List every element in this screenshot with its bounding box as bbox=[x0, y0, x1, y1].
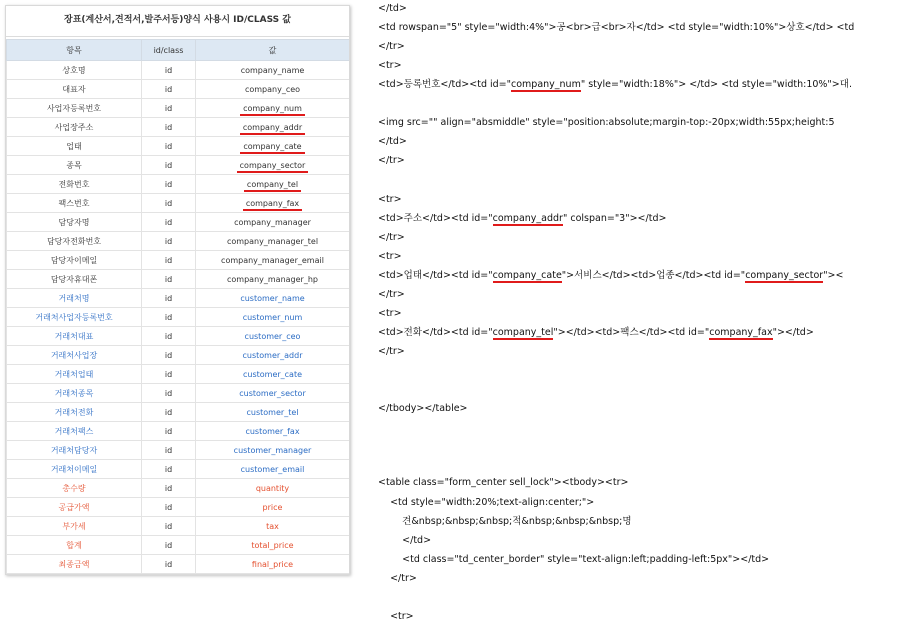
row-type: id bbox=[142, 517, 196, 536]
code-text: <td class="td_center_border" style="text-align:left;padding-left:5px"></td> bbox=[378, 554, 770, 565]
code-text: "></td><td>팩스</td><td id=" bbox=[553, 327, 710, 338]
row-type: id bbox=[142, 118, 196, 137]
code-line bbox=[378, 40, 405, 54]
row-value-cell bbox=[196, 251, 350, 270]
code-line bbox=[378, 231, 405, 245]
row-label: 거래처담당자 bbox=[7, 441, 142, 460]
header-id-class: id/class bbox=[142, 40, 196, 61]
row-value: price bbox=[262, 502, 283, 512]
row-type: id bbox=[142, 365, 196, 384]
row-type: id bbox=[142, 308, 196, 327]
row-value: company_name bbox=[240, 65, 305, 75]
row-label: 총수량 bbox=[7, 479, 142, 498]
table-row bbox=[7, 498, 350, 517]
row-type: id bbox=[142, 251, 196, 270]
table-row bbox=[7, 80, 350, 99]
code-line bbox=[378, 212, 666, 226]
table-row bbox=[7, 289, 350, 308]
code-line bbox=[378, 326, 814, 340]
row-type: id bbox=[142, 175, 196, 194]
row-value: customer_email bbox=[240, 464, 305, 474]
row-type: id bbox=[142, 270, 196, 289]
row-type: id bbox=[142, 232, 196, 251]
code-text: <tr> bbox=[378, 611, 414, 622]
row-value-cell bbox=[196, 498, 350, 517]
row-label: 공급가액 bbox=[7, 498, 142, 517]
row-value: total_price bbox=[251, 540, 294, 550]
row-value-cell bbox=[196, 422, 350, 441]
code-text: <td style="width:20%;text-align:center;"> bbox=[378, 497, 595, 508]
row-value-cell bbox=[196, 555, 350, 574]
code-line bbox=[378, 515, 632, 529]
highlighted-id: company_fax bbox=[709, 327, 773, 338]
table-row bbox=[7, 517, 350, 536]
table-row bbox=[7, 460, 350, 479]
highlighted-id: company_num bbox=[511, 79, 581, 90]
table-body bbox=[7, 61, 350, 574]
row-value: customer_ceo bbox=[244, 331, 301, 341]
code-text: <tr> bbox=[378, 251, 402, 262]
row-value-cell bbox=[196, 536, 350, 555]
row-value-cell bbox=[196, 308, 350, 327]
code-line bbox=[378, 610, 414, 624]
row-value: company_fax bbox=[243, 199, 302, 211]
row-label: 전화번호 bbox=[7, 175, 142, 194]
row-type: id bbox=[142, 536, 196, 555]
code-line bbox=[378, 345, 405, 359]
code-text: <td>등록번호</td><td id=" bbox=[378, 79, 511, 90]
code-text: <img src="" align="absmiddle" style="position:absolute;margin-top:-20px;width:55px;height:5 bbox=[378, 117, 835, 128]
row-value: customer_fax bbox=[245, 426, 300, 436]
code-text: ">< bbox=[823, 270, 844, 281]
code-text: "></td> bbox=[772, 327, 814, 338]
row-value: customer_addr bbox=[242, 350, 303, 360]
code-text: <td rowspan="5" style="width:4%">공<br>급<br>자</td> <td style="width:10%">상호</td> <td bbox=[378, 22, 855, 33]
row-label: 거래처전화 bbox=[7, 403, 142, 422]
code-line bbox=[378, 269, 843, 283]
id-class-reference-panel bbox=[5, 5, 350, 575]
row-value-cell bbox=[196, 441, 350, 460]
row-label: 거래처대표 bbox=[7, 327, 142, 346]
row-label: 거래처이메일 bbox=[7, 460, 142, 479]
row-label: 거래처팩스 bbox=[7, 422, 142, 441]
row-value-cell bbox=[196, 61, 350, 80]
table-row bbox=[7, 61, 350, 80]
panel-title: 장표(계산서,견적서,발주서등)양식 사용시 ID/CLASS 값 bbox=[6, 6, 349, 37]
table-row bbox=[7, 251, 350, 270]
code-text: </tbody></table> bbox=[378, 403, 468, 414]
row-type: id bbox=[142, 422, 196, 441]
row-value: company_num bbox=[240, 104, 305, 116]
code-text: <tr> bbox=[378, 194, 402, 205]
row-value: customer_tel bbox=[246, 407, 299, 417]
code-text: </tr> bbox=[378, 573, 417, 584]
row-value: company_manager_tel bbox=[226, 236, 319, 246]
row-label: 상호명 bbox=[7, 61, 142, 80]
code-text: <tr> bbox=[378, 308, 402, 319]
row-label: 팩스번호 bbox=[7, 194, 142, 213]
row-value-cell bbox=[196, 346, 350, 365]
row-value-cell bbox=[196, 80, 350, 99]
row-value-cell bbox=[196, 194, 350, 213]
code-text: " style="width:18%"> </td> <td style="width:10%">대. bbox=[580, 79, 852, 90]
code-text: <tr> bbox=[378, 60, 402, 71]
code-text: " colspan="3"></td> bbox=[562, 213, 667, 224]
header-item: 항목 bbox=[7, 40, 142, 61]
row-type: id bbox=[142, 156, 196, 175]
code-text: </td> bbox=[378, 3, 407, 14]
code-line bbox=[378, 59, 402, 73]
row-value: company_cate bbox=[240, 142, 304, 154]
table-row bbox=[7, 422, 350, 441]
row-value: customer_cate bbox=[242, 369, 303, 379]
row-value: customer_num bbox=[242, 312, 303, 322]
row-type: id bbox=[142, 346, 196, 365]
code-line bbox=[378, 553, 769, 567]
code-line bbox=[378, 135, 407, 149]
highlighted-id: company_addr bbox=[492, 213, 563, 224]
row-type: id bbox=[142, 403, 196, 422]
row-label: 담당자전화번호 bbox=[7, 232, 142, 251]
row-value: company_manager bbox=[234, 217, 311, 227]
row-value-cell bbox=[196, 517, 350, 536]
table-row bbox=[7, 479, 350, 498]
code-text: </td> bbox=[378, 136, 407, 147]
code-text: </tr> bbox=[378, 232, 405, 243]
table-row bbox=[7, 365, 350, 384]
table-row bbox=[7, 270, 350, 289]
code-text: ">서비스</td><td>업종</td><td id=" bbox=[561, 270, 746, 281]
row-value-cell bbox=[196, 156, 350, 175]
row-label: 거래처업태 bbox=[7, 365, 142, 384]
code-line bbox=[378, 534, 431, 548]
row-label: 거래처사업장 bbox=[7, 346, 142, 365]
row-type: id bbox=[142, 327, 196, 346]
code-text: </tr> bbox=[378, 346, 405, 357]
row-value-cell bbox=[196, 137, 350, 156]
table-row bbox=[7, 99, 350, 118]
row-value-cell bbox=[196, 403, 350, 422]
row-type: id bbox=[142, 137, 196, 156]
code-line bbox=[378, 496, 594, 510]
row-value: company_manager_email bbox=[221, 255, 324, 265]
highlighted-id: company_cate bbox=[492, 270, 562, 281]
code-text: </tr> bbox=[378, 155, 405, 166]
row-value: final_price bbox=[251, 559, 294, 569]
row-value: company_manager_hp bbox=[227, 274, 318, 284]
row-value-cell bbox=[196, 460, 350, 479]
table-row bbox=[7, 175, 350, 194]
row-type: id bbox=[142, 384, 196, 403]
table-row bbox=[7, 118, 350, 137]
code-line bbox=[378, 116, 835, 130]
code-line bbox=[378, 307, 402, 321]
row-value: quantity bbox=[255, 483, 290, 493]
code-text: <td>전화</td><td id=" bbox=[378, 327, 493, 338]
row-value-cell bbox=[196, 232, 350, 251]
table-row bbox=[7, 555, 350, 574]
row-label: 합계 bbox=[7, 536, 142, 555]
code-view bbox=[378, 0, 900, 629]
code-line bbox=[378, 288, 405, 302]
table-row bbox=[7, 403, 350, 422]
row-type: id bbox=[142, 289, 196, 308]
row-label: 거래처명 bbox=[7, 289, 142, 308]
code-line bbox=[378, 2, 407, 16]
row-value-cell bbox=[196, 327, 350, 346]
code-text: </td> bbox=[378, 535, 432, 546]
row-value-cell bbox=[196, 384, 350, 403]
row-value: customer_name bbox=[240, 293, 305, 303]
row-type: id bbox=[142, 213, 196, 232]
row-type: id bbox=[142, 498, 196, 517]
code-line bbox=[378, 250, 402, 264]
row-label: 거래처사업자등록번호 bbox=[7, 308, 142, 327]
row-value: customer_manager bbox=[233, 445, 312, 455]
table-row bbox=[7, 441, 350, 460]
code-line bbox=[378, 78, 852, 92]
row-value-cell bbox=[196, 289, 350, 308]
row-label: 최종금액 bbox=[7, 555, 142, 574]
row-value-cell bbox=[196, 99, 350, 118]
row-type: id bbox=[142, 99, 196, 118]
table-row bbox=[7, 384, 350, 403]
code-line bbox=[378, 154, 405, 168]
row-type: id bbox=[142, 61, 196, 80]
row-value-cell bbox=[196, 175, 350, 194]
row-label: 종목 bbox=[7, 156, 142, 175]
row-value: company_addr bbox=[240, 123, 305, 135]
code-text: <td>주소</td><td id=" bbox=[378, 213, 493, 224]
row-value: company_ceo bbox=[244, 84, 301, 94]
row-value: company_tel bbox=[244, 180, 301, 192]
code-line bbox=[378, 21, 854, 35]
row-label: 부가세 bbox=[7, 517, 142, 536]
table-row bbox=[7, 327, 350, 346]
highlighted-id: company_sector bbox=[745, 270, 824, 281]
row-label: 사업자등록번호 bbox=[7, 99, 142, 118]
row-type: id bbox=[142, 555, 196, 574]
row-type: id bbox=[142, 194, 196, 213]
row-label: 담당자휴대폰 bbox=[7, 270, 142, 289]
row-type: id bbox=[142, 479, 196, 498]
code-text: 견&nbsp;&nbsp;&nbsp;적&nbsp;&nbsp;&nbsp;명 bbox=[378, 516, 632, 527]
code-text: </tr> bbox=[378, 41, 405, 52]
code-text: <td>업태</td><td id=" bbox=[378, 270, 493, 281]
row-type: id bbox=[142, 441, 196, 460]
table-row bbox=[7, 232, 350, 251]
row-value: customer_sector bbox=[239, 388, 306, 398]
row-label: 대표자 bbox=[7, 80, 142, 99]
row-label: 담당자명 bbox=[7, 213, 142, 232]
table-row bbox=[7, 156, 350, 175]
table-row bbox=[7, 194, 350, 213]
row-type: id bbox=[142, 80, 196, 99]
row-value-cell bbox=[196, 270, 350, 289]
header-value: 값 bbox=[196, 40, 350, 61]
row-value-cell bbox=[196, 365, 350, 384]
row-type: id bbox=[142, 460, 196, 479]
code-line bbox=[378, 476, 628, 490]
row-value: company_sector bbox=[237, 161, 309, 173]
table-row bbox=[7, 213, 350, 232]
row-label: 담당자이메일 bbox=[7, 251, 142, 270]
code-line bbox=[378, 193, 402, 207]
table-header-row bbox=[7, 40, 350, 61]
code-line bbox=[378, 402, 468, 416]
code-text: <table class="form_center sell_lock"><tbody><tr> bbox=[378, 477, 629, 488]
row-label: 사업장주소 bbox=[7, 118, 142, 137]
row-label: 업태 bbox=[7, 137, 142, 156]
row-value-cell bbox=[196, 118, 350, 137]
code-line bbox=[378, 572, 417, 586]
row-value-cell bbox=[196, 479, 350, 498]
id-class-table bbox=[6, 39, 350, 574]
table-row bbox=[7, 137, 350, 156]
row-value-cell bbox=[196, 213, 350, 232]
table-row bbox=[7, 346, 350, 365]
row-value: tax bbox=[266, 521, 279, 531]
table-row bbox=[7, 536, 350, 555]
highlighted-id: company_tel bbox=[492, 327, 554, 338]
row-label: 거래처종목 bbox=[7, 384, 142, 403]
code-text: </tr> bbox=[378, 289, 405, 300]
table-row bbox=[7, 308, 350, 327]
